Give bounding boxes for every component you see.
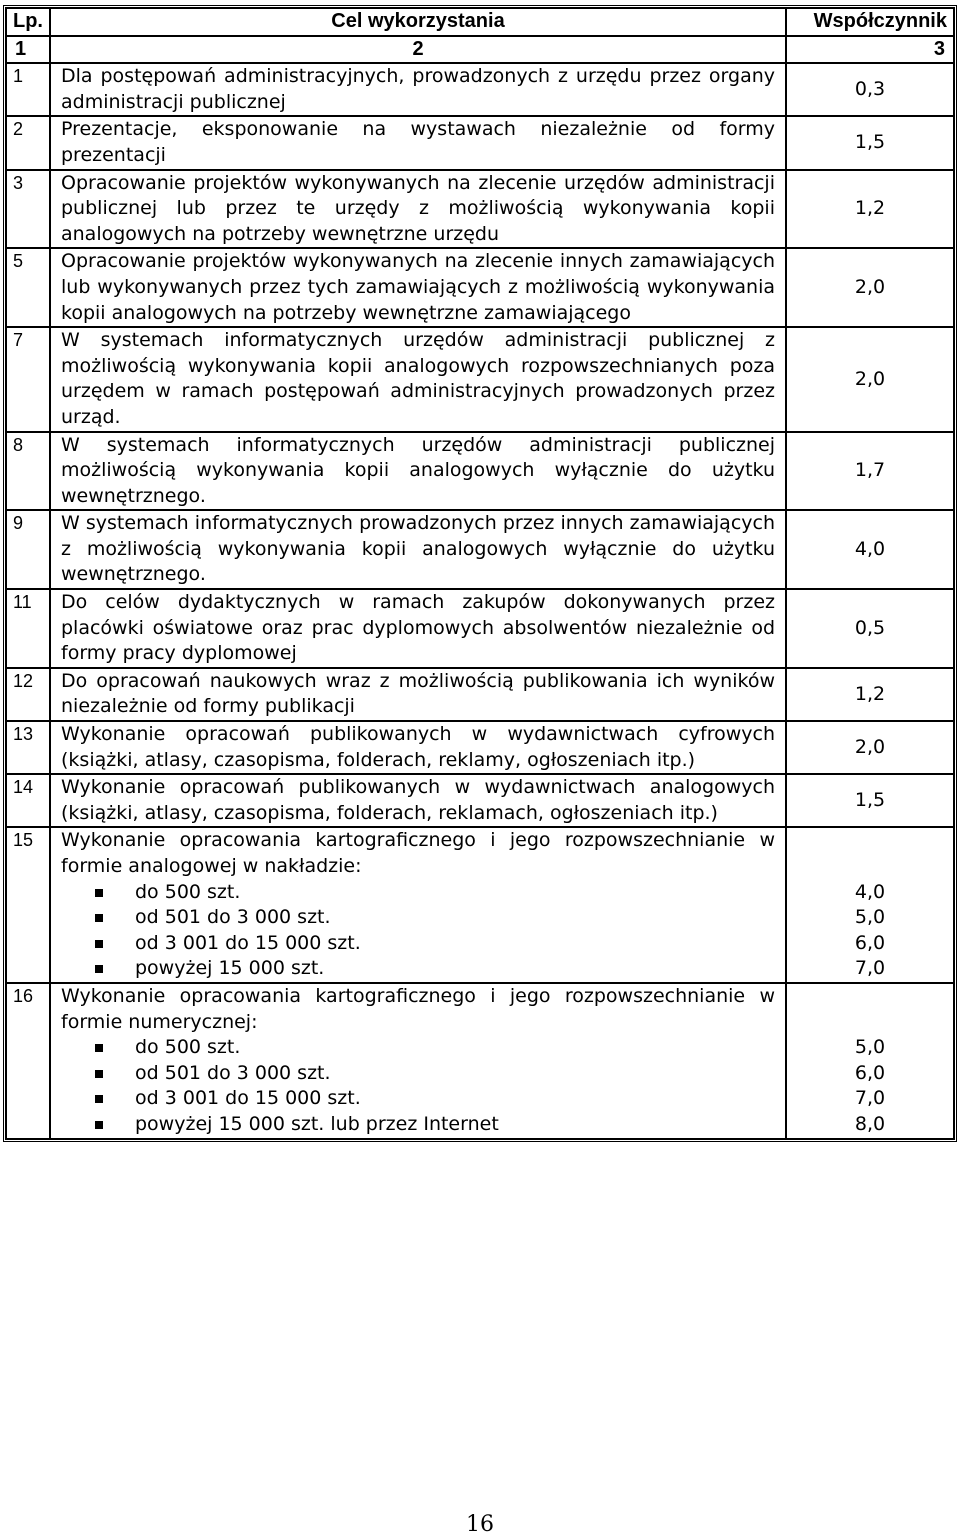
- coefficient-table: [3, 5, 957, 1142]
- row-coefficient: [786, 827, 954, 983]
- coefficient-value: 7,0: [854, 957, 886, 980]
- page-number: 16: [466, 1512, 494, 1537]
- list-item: powyżej 15 000 szt. lub przez Internet: [93, 1112, 775, 1138]
- row-purpose: Do celów dydaktycznych w ramach zakupów dokonywanych przez placówki oświatowe oraz prac dyplomowych absolwentów niezależnie od formy pracy dyplomowej: [50, 589, 786, 668]
- row-coefficient: 2,0: [786, 327, 954, 431]
- table-row: [6, 774, 954, 827]
- row-number: 9: [6, 510, 50, 589]
- row-purpose: Dla postępowań administracyjnych, prowadzonych z urzędu przez organy administracji publicznej: [50, 63, 786, 116]
- row-purpose: [50, 827, 786, 983]
- list-item: do 500 szt.: [93, 880, 775, 906]
- coefficient-table-wrapper: [3, 5, 957, 1142]
- table-row: [6, 327, 954, 431]
- table-row: [6, 63, 954, 116]
- row-purpose: Opracowanie projektów wykonywanych na zlecenie innych zamawiających lub wykonywanych przez tych zamawiających z możliwością wykonywania kopii analogowych na potrzeby wewnętrzne zamawiającego: [50, 248, 786, 327]
- row-purpose-intro: Wykonanie opracowania kartograficznego i jego rozpowszechnianie w formie numerycznej:: [61, 984, 775, 1033]
- row-number: 11: [6, 589, 50, 668]
- row-purpose: W systemach informatycznych urzędów administracji publicznej z możliwością wykonywania kopii analogowych rozpowszechnianych poza urzędem w ramach postępowań administracyjnych prowadzonych przez urząd.: [50, 327, 786, 431]
- row-number: 3: [6, 170, 50, 249]
- coefficient-list: [791, 1035, 949, 1137]
- header-lp: Lp.: [6, 8, 50, 36]
- print-run-list: [61, 880, 775, 982]
- row-number: 8: [6, 432, 50, 511]
- coefficient-list: [791, 880, 949, 982]
- row-coefficient: 2,0: [786, 248, 954, 327]
- list-item: od 501 do 3 000 szt.: [93, 1061, 775, 1087]
- row-number: 7: [6, 327, 50, 431]
- list-item: od 501 do 3 000 szt.: [93, 905, 775, 931]
- row-purpose: Wykonanie opracowań publikowanych w wydawnictwach analogowych (książki, atlasy, czasopisma, folderach, reklamach, ogłoszeniach itp.): [50, 774, 786, 827]
- coefficient-value: 7,0: [854, 1087, 886, 1110]
- row-coefficient: 0,5: [786, 589, 954, 668]
- row-purpose: Do opracowań naukowych wraz z możliwością publikowania ich wyników niezależnie od formy publikacji: [50, 668, 786, 721]
- row-number: 1: [6, 63, 50, 116]
- row-number: 2: [6, 116, 50, 169]
- row-number: 13: [6, 721, 50, 774]
- coefficient-value: 5,0: [854, 1036, 886, 1059]
- coefficient-value: 4,0: [854, 880, 886, 903]
- column-number-1: 1: [6, 36, 50, 64]
- coefficient-value: 8,0: [854, 1112, 886, 1135]
- coefficient-value: 6,0: [854, 931, 886, 954]
- table-row: [6, 510, 954, 589]
- row-coefficient: 2,0: [786, 721, 954, 774]
- row-coefficient: 4,0: [786, 510, 954, 589]
- row-coefficient: 1,5: [786, 116, 954, 169]
- row-purpose-intro: Wykonanie opracowania kartograficznego i jego rozpowszechnianie w formie analogowej w nakładzie:: [61, 829, 775, 877]
- list-item: od 3 001 do 15 000 szt.: [93, 1086, 775, 1112]
- row-coefficient: [786, 983, 954, 1139]
- header-coefficient: Współczynnik: [786, 8, 954, 36]
- column-number-row: [6, 36, 954, 64]
- list-item: od 3 001 do 15 000 szt.: [93, 931, 775, 957]
- row-purpose: Prezentacje, eksponowanie na wystawach niezależnie od formy prezentacji: [50, 116, 786, 169]
- row-coefficient: 0,3: [786, 63, 954, 116]
- row-number: 16: [6, 983, 50, 1139]
- list-item: powyżej 15 000 szt.: [93, 956, 775, 982]
- table-row: [6, 983, 954, 1139]
- row-coefficient: 1,2: [786, 170, 954, 249]
- coefficient-value: 5,0: [854, 906, 886, 929]
- table-row: [6, 721, 954, 774]
- column-number-2: 2: [50, 36, 786, 64]
- row-purpose: Opracowanie projektów wykonywanych na zlecenie urzędów administracji publicznej lub przez te urzędy z możliwością wykonywania kopii analogowych na potrzeby wewnętrzne urzędu: [50, 170, 786, 249]
- table-header-row: [6, 8, 954, 36]
- column-number-3: 3: [786, 36, 954, 64]
- table-row: [6, 827, 954, 983]
- list-item: do 500 szt.: [93, 1035, 775, 1061]
- row-number: 14: [6, 774, 50, 827]
- table-row: [6, 668, 954, 721]
- row-coefficient: 1,5: [786, 774, 954, 827]
- row-coefficient: 1,7: [786, 432, 954, 511]
- row-number: 15: [6, 827, 50, 983]
- row-purpose: W systemach informatycznych urzędów administracji publicznej możliwością wykonywania kopii analogowych wyłącznie do użytku wewnętrznego.: [50, 432, 786, 511]
- table-row: [6, 248, 954, 327]
- coefficient-value: 6,0: [854, 1061, 886, 1084]
- row-purpose: Wykonanie opracowań publikowanych w wydawnictwach cyfrowych (książki, atlasy, czasopisma, folderach, reklamy, ogłoszeniach itp.): [50, 721, 786, 774]
- table-row: [6, 170, 954, 249]
- row-number: 12: [6, 668, 50, 721]
- table-row: [6, 589, 954, 668]
- table-row: [6, 432, 954, 511]
- row-purpose: [50, 983, 786, 1139]
- table-row: [6, 116, 954, 169]
- header-purpose: Cel wykorzystania: [50, 8, 786, 36]
- row-coefficient: 1,2: [786, 668, 954, 721]
- row-purpose: W systemach informatycznych prowadzonych przez innych zamawiających z możliwością wykonywania kopii analogowych wyłącznie do użytku wewnętrznego.: [50, 510, 786, 589]
- print-run-list: [61, 1035, 775, 1137]
- row-number: 5: [6, 248, 50, 327]
